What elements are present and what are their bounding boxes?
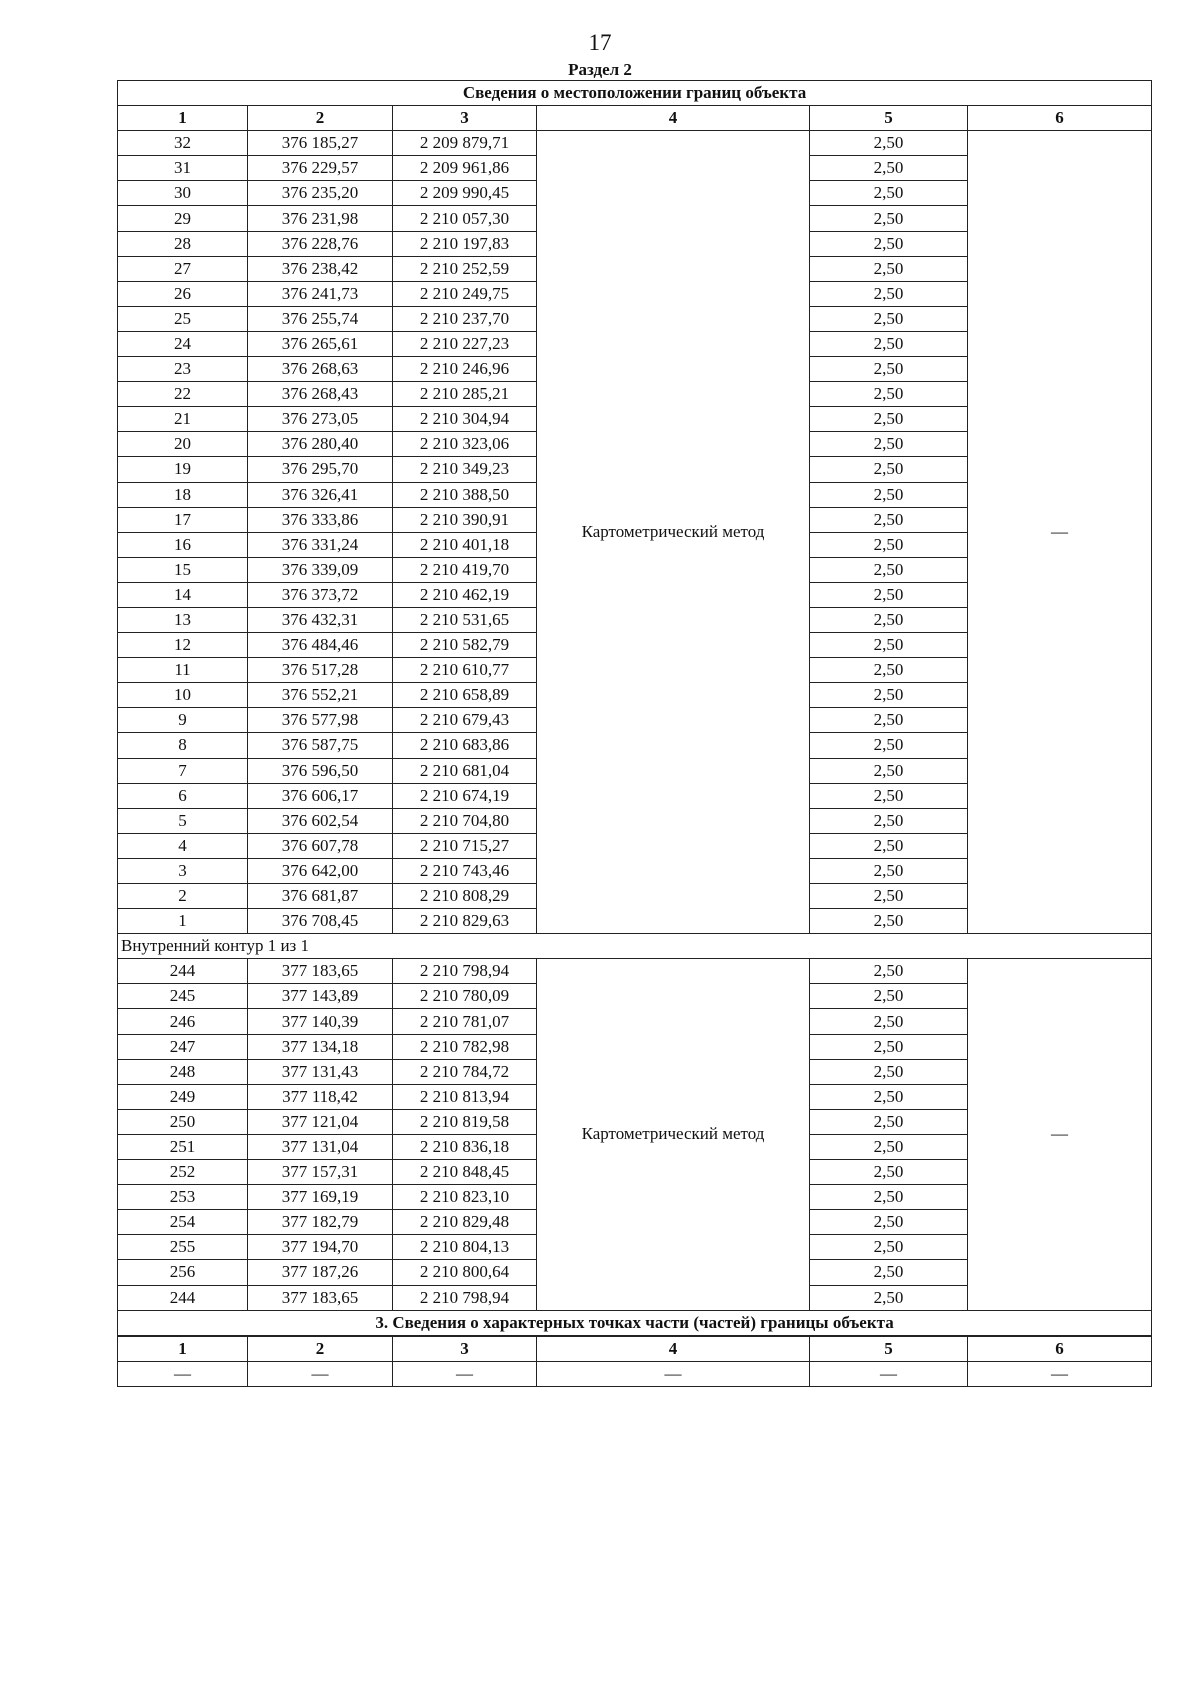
outer-coordinate-y: 2 210 390,91	[393, 507, 537, 532]
outer-point-number: 2	[118, 884, 248, 909]
inner-accuracy: 2,50	[810, 1210, 968, 1235]
inner-coordinate-y: 2 210 836,18	[393, 1134, 537, 1159]
outer-coordinate-y: 2 210 829,63	[393, 909, 537, 934]
inner-accuracy: 2,50	[810, 1009, 968, 1034]
outer-accuracy: 2,50	[810, 256, 968, 281]
outer-accuracy: 2,50	[810, 607, 968, 632]
column-header: 4	[537, 106, 810, 131]
inner-accuracy: 2,50	[810, 1260, 968, 1285]
outer-coordinate-y: 2 210 401,18	[393, 532, 537, 557]
inner-description-dash: —	[968, 959, 1152, 1310]
outer-coordinate-x: 376 280,40	[248, 432, 393, 457]
outer-point-number: 7	[118, 758, 248, 783]
inner-point-number: 253	[118, 1185, 248, 1210]
inner-accuracy: 2,50	[810, 1109, 968, 1134]
outer-accuracy: 2,50	[810, 231, 968, 256]
outer-coordinate-y: 2 210 285,21	[393, 382, 537, 407]
outer-point-number: 17	[118, 507, 248, 532]
outer-point-number: 30	[118, 181, 248, 206]
outer-coordinate-x: 376 238,42	[248, 256, 393, 281]
page-number: 17	[588, 30, 612, 55]
inner-coordinate-x: 377 143,89	[248, 984, 393, 1009]
outer-point-number: 10	[118, 683, 248, 708]
outer-coordinate-y: 2 210 349,23	[393, 457, 537, 482]
outer-accuracy: 2,50	[810, 181, 968, 206]
inner-coordinate-y: 2 210 819,58	[393, 1109, 537, 1134]
outer-coordinate-x: 376 268,63	[248, 357, 393, 382]
part3-column-header: 4	[537, 1336, 810, 1362]
outer-accuracy: 2,50	[810, 331, 968, 356]
outer-coordinate-x: 376 607,78	[248, 833, 393, 858]
outer-accuracy: 2,50	[810, 833, 968, 858]
part3-column-header: 1	[118, 1336, 248, 1362]
part3-column-header: 6	[968, 1336, 1152, 1362]
inner-coordinate-x: 377 187,26	[248, 1260, 393, 1285]
outer-accuracy: 2,50	[810, 557, 968, 582]
outer-coordinate-y: 2 210 808,29	[393, 884, 537, 909]
inner-point-number: 256	[118, 1260, 248, 1285]
inner-point-number: 248	[118, 1059, 248, 1084]
outer-coordinate-x: 376 552,21	[248, 683, 393, 708]
outer-coordinate-y: 2 210 531,65	[393, 607, 537, 632]
outer-point-number: 28	[118, 231, 248, 256]
outer-accuracy: 2,50	[810, 156, 968, 181]
column-header: 1	[118, 106, 248, 131]
part3-empty-row	[118, 1361, 1152, 1386]
outer-coordinate-x: 376 339,09	[248, 557, 393, 582]
outer-coordinate-x: 376 484,46	[248, 633, 393, 658]
outer-description-dash: —	[968, 131, 1152, 934]
inner-point-number: 250	[118, 1109, 248, 1134]
outer-coordinate-x: 376 241,73	[248, 281, 393, 306]
outer-point-number: 19	[118, 457, 248, 482]
outer-coordinate-y: 2 210 057,30	[393, 206, 537, 231]
part3-column-header: 2	[248, 1336, 393, 1362]
inner-accuracy: 2,50	[810, 1160, 968, 1185]
outer-point-number: 18	[118, 482, 248, 507]
outer-point-number: 26	[118, 281, 248, 306]
outer-coordinate-y: 2 210 197,83	[393, 231, 537, 256]
outer-accuracy: 2,50	[810, 507, 968, 532]
outer-accuracy: 2,50	[810, 783, 968, 808]
outer-point-number: 23	[118, 357, 248, 382]
table-row	[118, 131, 1152, 156]
outer-coordinate-x: 376 273,05	[248, 407, 393, 432]
part3-dash-cell: —	[968, 1361, 1152, 1386]
inner-coordinate-x: 377 131,04	[248, 1134, 393, 1159]
outer-coordinate-x: 376 681,87	[248, 884, 393, 909]
outer-point-number: 16	[118, 532, 248, 557]
outer-accuracy: 2,50	[810, 482, 968, 507]
outer-accuracy: 2,50	[810, 532, 968, 557]
column-header: 3	[393, 106, 537, 131]
outer-coordinate-x: 376 587,75	[248, 733, 393, 758]
outer-coordinate-y: 2 210 249,75	[393, 281, 537, 306]
outer-coordinate-x: 376 642,00	[248, 858, 393, 883]
outer-coordinate-y: 2 210 679,43	[393, 708, 537, 733]
boundary-table-body	[118, 81, 1152, 1387]
inner-coordinate-y: 2 210 782,98	[393, 1034, 537, 1059]
inner-coordinate-y: 2 210 781,07	[393, 1009, 537, 1034]
outer-coordinate-x: 376 326,41	[248, 482, 393, 507]
outer-point-number: 9	[118, 708, 248, 733]
outer-accuracy: 2,50	[810, 733, 968, 758]
outer-coordinate-y: 2 210 610,77	[393, 658, 537, 683]
outer-point-number: 14	[118, 582, 248, 607]
outer-accuracy: 2,50	[810, 306, 968, 331]
outer-point-number: 24	[118, 331, 248, 356]
part3-dash-cell: —	[393, 1361, 537, 1386]
outer-coordinate-x: 376 606,17	[248, 783, 393, 808]
inner-contour-row	[118, 934, 1152, 959]
column-header-row	[118, 106, 1152, 131]
column-header: 5	[810, 106, 968, 131]
part3-title: 3. Сведения о характерных точках части (частей) границы объекта	[118, 1310, 1152, 1336]
outer-coordinate-y: 2 210 252,59	[393, 256, 537, 281]
column-header: 6	[968, 106, 1152, 131]
outer-point-number: 6	[118, 783, 248, 808]
outer-coordinate-x: 376 577,98	[248, 708, 393, 733]
outer-point-number: 31	[118, 156, 248, 181]
part3-title-row	[118, 1310, 1152, 1336]
outer-coordinate-x: 376 331,24	[248, 532, 393, 557]
part3-dash-cell: —	[537, 1361, 810, 1386]
outer-coordinate-x: 376 602,54	[248, 808, 393, 833]
outer-coordinate-y: 2 209 879,71	[393, 131, 537, 156]
inner-point-number: 244	[118, 1285, 248, 1310]
section-title: Раздел 2	[568, 60, 632, 79]
outer-point-number: 1	[118, 909, 248, 934]
inner-coordinate-x: 377 183,65	[248, 959, 393, 984]
outer-coordinate-x: 376 333,86	[248, 507, 393, 532]
outer-accuracy: 2,50	[810, 457, 968, 482]
outer-point-number: 25	[118, 306, 248, 331]
outer-coordinate-x: 376 265,61	[248, 331, 393, 356]
outer-coordinate-y: 2 210 419,70	[393, 557, 537, 582]
inner-coordinate-x: 377 194,70	[248, 1235, 393, 1260]
outer-accuracy: 2,50	[810, 909, 968, 934]
outer-coordinate-x: 376 432,31	[248, 607, 393, 632]
inner-coordinate-x: 377 134,18	[248, 1034, 393, 1059]
outer-coordinate-x: 376 596,50	[248, 758, 393, 783]
inner-coordinate-x: 377 140,39	[248, 1009, 393, 1034]
outer-accuracy: 2,50	[810, 382, 968, 407]
inner-coordinate-y: 2 210 800,64	[393, 1260, 537, 1285]
outer-coordinate-y: 2 210 388,50	[393, 482, 537, 507]
outer-coordinate-x: 376 295,70	[248, 457, 393, 482]
inner-coordinate-y: 2 210 784,72	[393, 1059, 537, 1084]
outer-point-number: 8	[118, 733, 248, 758]
outer-coordinate-y: 2 210 462,19	[393, 582, 537, 607]
part3-column-header: 5	[810, 1336, 968, 1362]
outer-coordinate-x: 376 185,27	[248, 131, 393, 156]
inner-coordinate-x: 377 182,79	[248, 1210, 393, 1235]
column-header: 2	[248, 106, 393, 131]
inner-accuracy: 2,50	[810, 1285, 968, 1310]
boundary-table	[117, 80, 1152, 1387]
part3-dash-cell: —	[248, 1361, 393, 1386]
inner-coordinate-x: 377 183,65	[248, 1285, 393, 1310]
outer-coordinate-x: 376 228,76	[248, 231, 393, 256]
outer-accuracy: 2,50	[810, 407, 968, 432]
inner-point-number: 245	[118, 984, 248, 1009]
inner-coordinate-x: 377 121,04	[248, 1109, 393, 1134]
outer-coordinate-y: 2 210 704,80	[393, 808, 537, 833]
outer-coordinate-y: 2 210 674,19	[393, 783, 537, 808]
outer-coordinate-x: 376 268,43	[248, 382, 393, 407]
inner-coordinate-x: 377 157,31	[248, 1160, 393, 1185]
outer-coordinate-y: 2 210 743,46	[393, 858, 537, 883]
inner-point-number: 251	[118, 1134, 248, 1159]
inner-point-number: 252	[118, 1160, 248, 1185]
outer-point-number: 21	[118, 407, 248, 432]
inner-coordinate-y: 2 210 798,94	[393, 959, 537, 984]
inner-accuracy: 2,50	[810, 1185, 968, 1210]
inner-accuracy: 2,50	[810, 1084, 968, 1109]
part3-column-header: 3	[393, 1336, 537, 1362]
outer-accuracy: 2,50	[810, 884, 968, 909]
outer-coordinate-y: 2 209 990,45	[393, 181, 537, 206]
outer-coordinate-y: 2 210 658,89	[393, 683, 537, 708]
inner-contour-label: Внутренний контур 1 из 1	[118, 934, 1152, 959]
outer-accuracy: 2,50	[810, 131, 968, 156]
inner-coordinate-y: 2 210 813,94	[393, 1084, 537, 1109]
outer-point-number: 4	[118, 833, 248, 858]
outer-accuracy: 2,50	[810, 808, 968, 833]
outer-point-number: 27	[118, 256, 248, 281]
outer-accuracy: 2,50	[810, 582, 968, 607]
inner-point-number: 247	[118, 1034, 248, 1059]
outer-accuracy: 2,50	[810, 432, 968, 457]
outer-coordinate-y: 2 210 683,86	[393, 733, 537, 758]
outer-coordinate-y: 2 210 227,23	[393, 331, 537, 356]
inner-accuracy: 2,50	[810, 1059, 968, 1084]
part3-header-row	[118, 1336, 1152, 1362]
outer-coordinate-y: 2 210 323,06	[393, 432, 537, 457]
outer-accuracy: 2,50	[810, 658, 968, 683]
outer-point-number: 29	[118, 206, 248, 231]
outer-accuracy: 2,50	[810, 708, 968, 733]
outer-accuracy: 2,50	[810, 206, 968, 231]
inner-accuracy: 2,50	[810, 1034, 968, 1059]
outer-coordinate-y: 2 210 681,04	[393, 758, 537, 783]
outer-coordinate-x: 376 517,28	[248, 658, 393, 683]
outer-method-cell: Картометрический метод	[537, 131, 810, 934]
outer-point-number: 20	[118, 432, 248, 457]
outer-point-number: 12	[118, 633, 248, 658]
outer-point-number: 13	[118, 607, 248, 632]
inner-point-number: 244	[118, 959, 248, 984]
inner-accuracy: 2,50	[810, 1235, 968, 1260]
outer-coordinate-x: 376 255,74	[248, 306, 393, 331]
outer-point-number: 3	[118, 858, 248, 883]
outer-point-number: 32	[118, 131, 248, 156]
outer-coordinate-y: 2 210 304,94	[393, 407, 537, 432]
inner-accuracy: 2,50	[810, 984, 968, 1009]
inner-coordinate-x: 377 118,42	[248, 1084, 393, 1109]
outer-coordinate-x: 376 373,72	[248, 582, 393, 607]
inner-coordinate-y: 2 210 798,94	[393, 1285, 537, 1310]
outer-point-number: 15	[118, 557, 248, 582]
table-title: Сведения о местоположении границ объекта	[118, 81, 1152, 106]
outer-coordinate-x: 376 235,20	[248, 181, 393, 206]
inner-coordinate-y: 2 210 848,45	[393, 1160, 537, 1185]
inner-accuracy: 2,50	[810, 1134, 968, 1159]
inner-point-number: 249	[118, 1084, 248, 1109]
outer-coordinate-y: 2 210 582,79	[393, 633, 537, 658]
outer-accuracy: 2,50	[810, 633, 968, 658]
part3-dash-cell: —	[810, 1361, 968, 1386]
table-row	[118, 959, 1152, 984]
inner-method-cell: Картометрический метод	[537, 959, 810, 1310]
inner-coordinate-y: 2 210 804,13	[393, 1235, 537, 1260]
inner-coordinate-x: 377 169,19	[248, 1185, 393, 1210]
outer-point-number: 22	[118, 382, 248, 407]
outer-coordinate-y: 2 210 246,96	[393, 357, 537, 382]
inner-coordinate-x: 377 131,43	[248, 1059, 393, 1084]
inner-accuracy: 2,50	[810, 959, 968, 984]
outer-coordinate-x: 376 229,57	[248, 156, 393, 181]
outer-coordinate-y: 2 210 715,27	[393, 833, 537, 858]
outer-coordinate-x: 376 231,98	[248, 206, 393, 231]
outer-point-number: 5	[118, 808, 248, 833]
inner-coordinate-y: 2 210 829,48	[393, 1210, 537, 1235]
outer-accuracy: 2,50	[810, 357, 968, 382]
outer-accuracy: 2,50	[810, 683, 968, 708]
inner-point-number: 246	[118, 1009, 248, 1034]
outer-coordinate-x: 376 708,45	[248, 909, 393, 934]
outer-accuracy: 2,50	[810, 858, 968, 883]
inner-coordinate-y: 2 210 823,10	[393, 1185, 537, 1210]
part3-dash-cell: —	[118, 1361, 248, 1386]
table-title-row	[118, 81, 1152, 106]
inner-point-number: 255	[118, 1235, 248, 1260]
inner-coordinate-y: 2 210 780,09	[393, 984, 537, 1009]
outer-point-number: 11	[118, 658, 248, 683]
outer-accuracy: 2,50	[810, 281, 968, 306]
inner-point-number: 254	[118, 1210, 248, 1235]
outer-accuracy: 2,50	[810, 758, 968, 783]
outer-coordinate-y: 2 209 961,86	[393, 156, 537, 181]
outer-coordinate-y: 2 210 237,70	[393, 306, 537, 331]
